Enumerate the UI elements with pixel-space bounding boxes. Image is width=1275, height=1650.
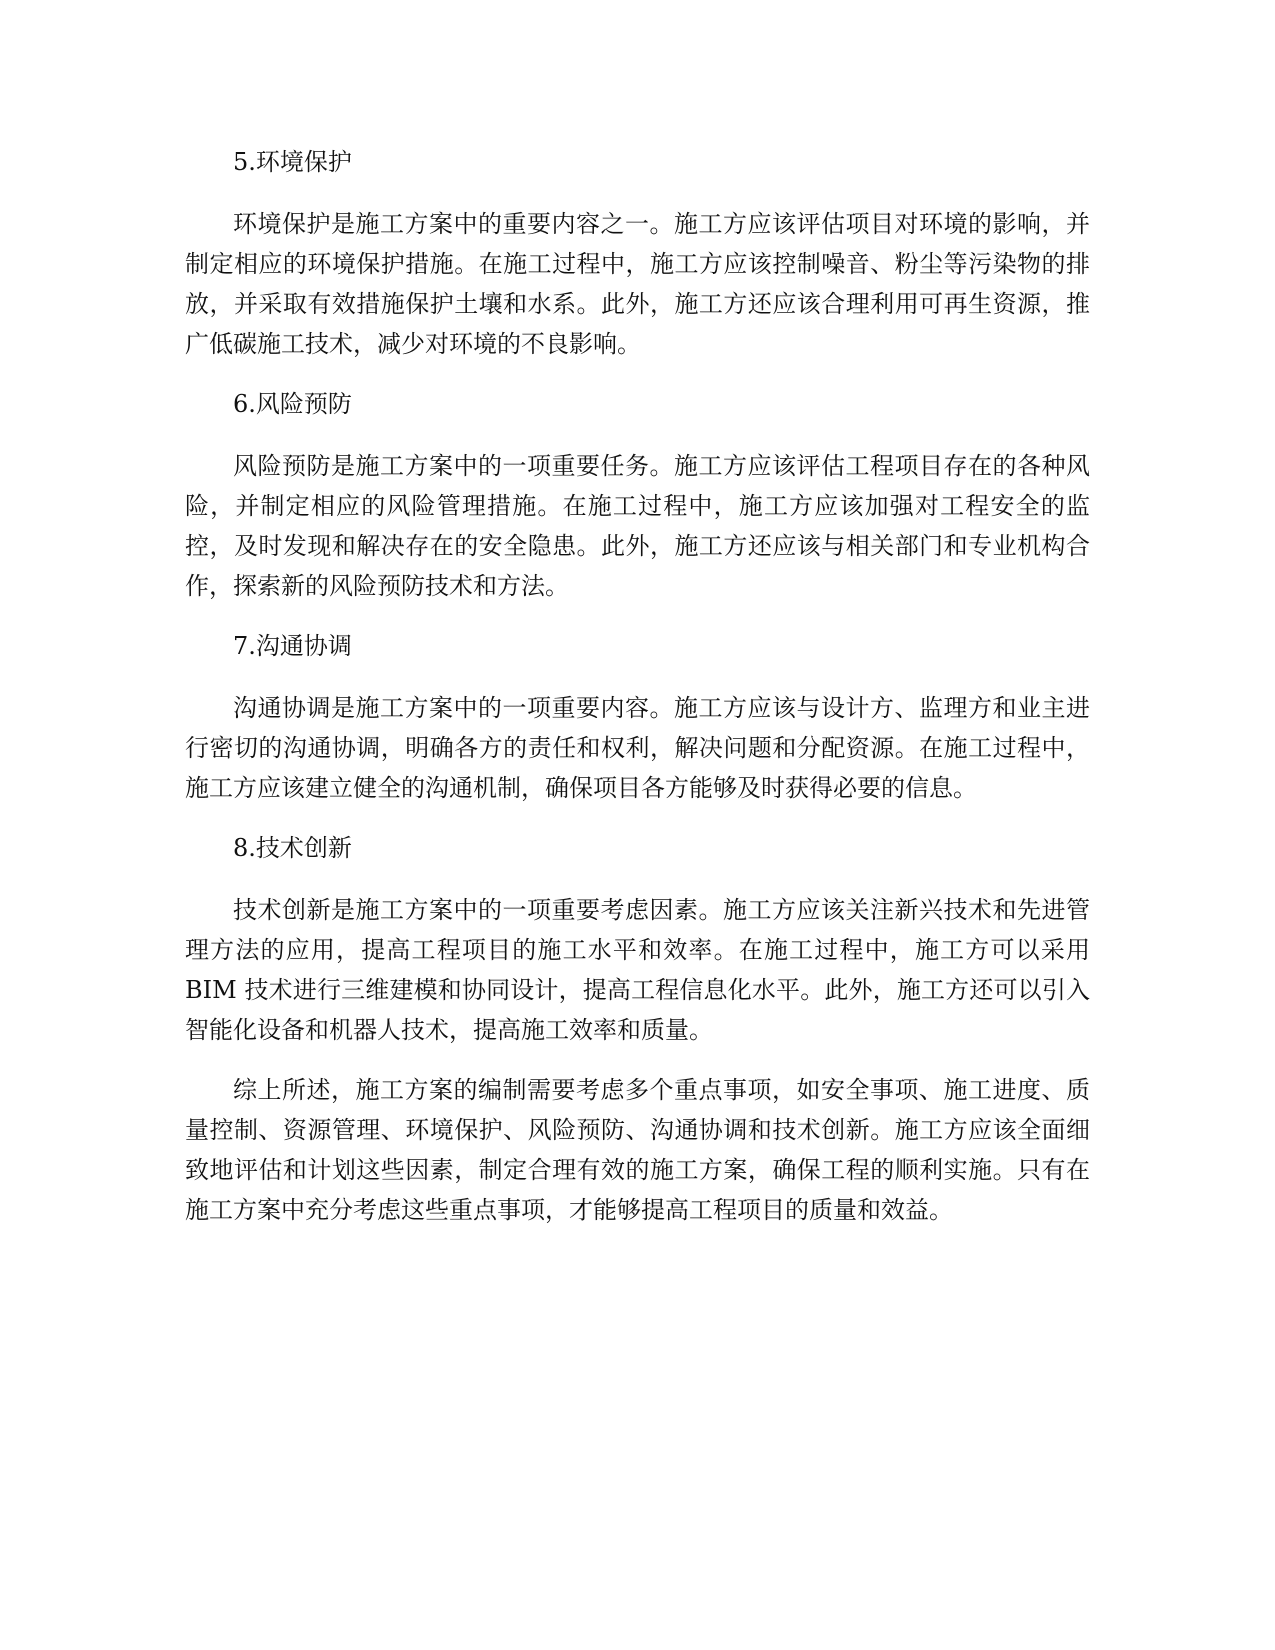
section-paragraph-innovation: 技术创新是施工方案中的一项重要考虑因素。施工方应该关注新兴技术和先进管理方法的应用，提高工程项目的施工水平和效率。在施工过程中，施工方可以采用 BIM 技术进行三维建模和协同设计，提高工程信息化水平。此外，施工方还可以引入智能化设备和机器人技术，提高施工效率和质量。 [185, 896, 1090, 1044]
section-paragraph-environment: 环境保护是施工方案中的重要内容之一。施工方应该评估项目对环境的影响，并制定相应的环境保护措施。在施工过程中，施工方应该控制噪音、粉尘等污染物的排放，并采取有效措施保护土壤和水系。此外，施工方还应该合理利用可再生资源，推广低碳施工技术，减少对环境的不良影响。 [185, 210, 1090, 358]
section-heading-innovation: 8.技术创新 [233, 834, 352, 862]
section-paragraph-risk: 风险预防是施工方案中的一项重要任务。施工方应该评估工程项目存在的各种风险，并制定相应的风险管理措施。在施工过程中，施工方应该加强对工程安全的监控，及时发现和解决存在的安全隐患。此外，施工方还应该与相关部门和专业机构合作，探索新的风险预防技术和方法。 [185, 452, 1090, 600]
document-body [185, 142, 1090, 1230]
section-heading-communication: 7.沟通协调 [233, 632, 352, 660]
section-heading-risk: 6.风险预防 [233, 390, 352, 418]
section-paragraph-communication: 沟通协调是施工方案中的一项重要内容。施工方应该与设计方、监理方和业主进行密切的沟通协调，明确各方的责任和权利，解决问题和分配资源。在施工过程中，施工方应该建立健全的沟通机制，确保项目各方能够及时获得必要的信息。 [185, 694, 1090, 802]
conclusion-paragraph: 综上所述，施工方案的编制需要考虑多个重点事项，如安全事项、施工进度、质量控制、资源管理、环境保护、风险预防、沟通协调和技术创新。施工方应该全面细致地评估和计划这些因素，制定合理有效的施工方案，确保工程的顺利实施。只有在施工方案中充分考虑这些重点事项，才能够提高工程项目的质量和效益。 [185, 1076, 1090, 1224]
section-heading-environment: 5.环境保护 [233, 148, 352, 176]
